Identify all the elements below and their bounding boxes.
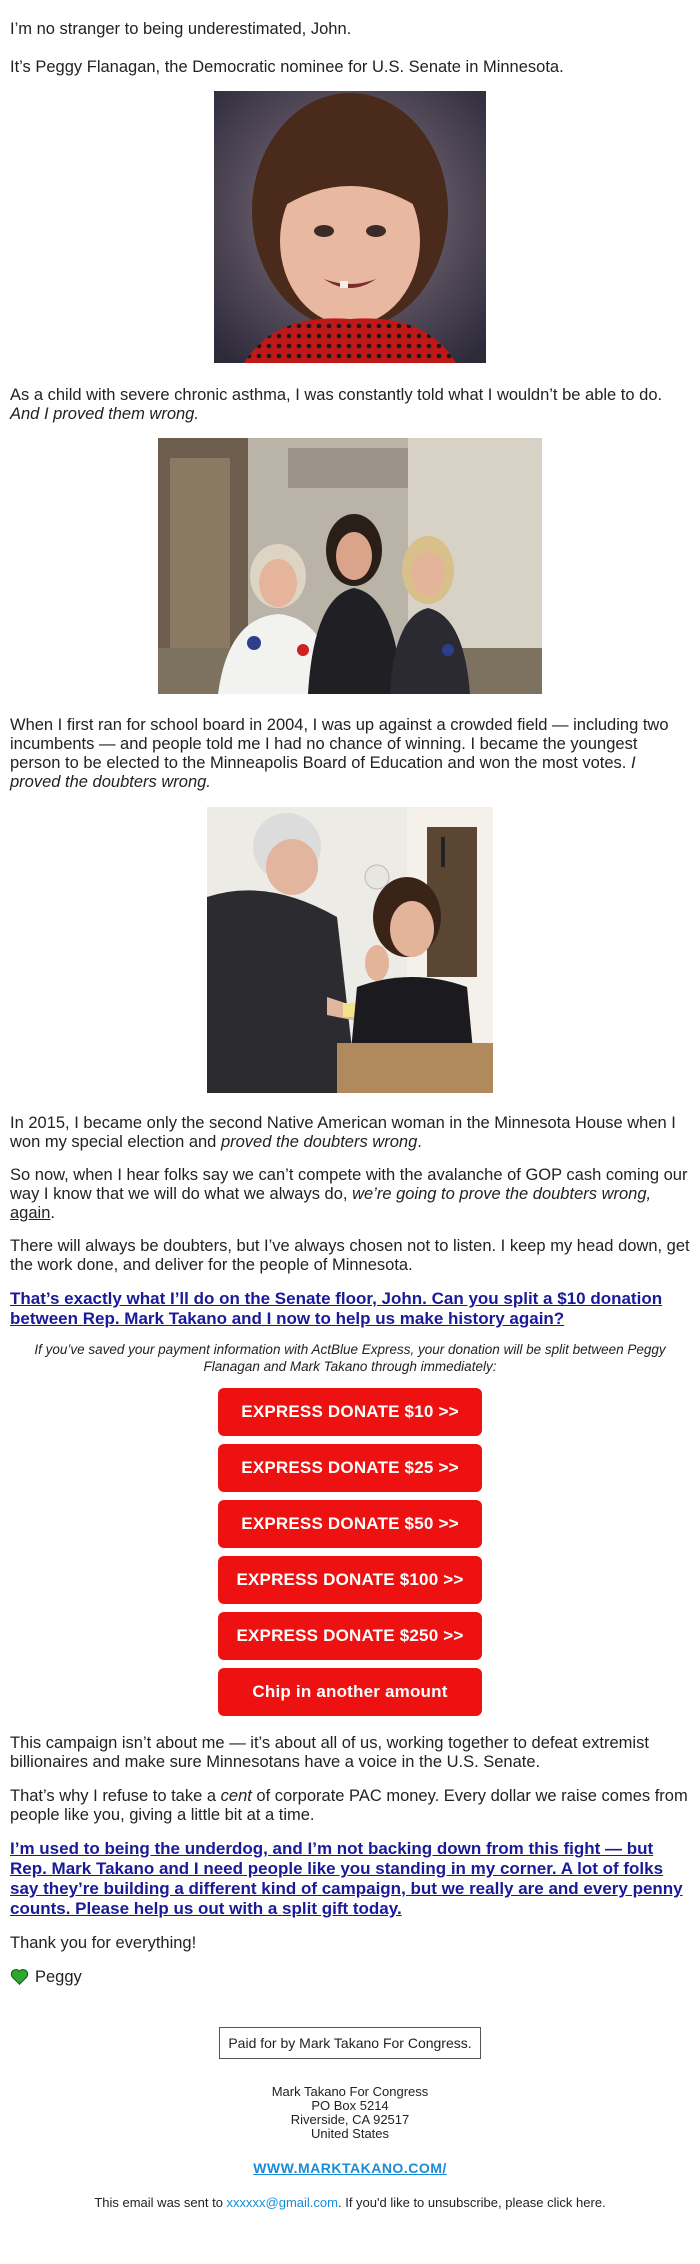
- mailing-address: [0, 2085, 700, 2141]
- greeting-paragraph: I’m no stranger to being underestimated, John.: [10, 20, 352, 38]
- native-american-emphasis: proved the doubters wrong: [220, 1133, 418, 1151]
- asthma-text: As a child with severe chronic asthma, I was constantly told what I wouldn’t be able to do.: [10, 386, 663, 404]
- actblue-express-note: If you’ve saved your payment information with ActBlue Express, your donation will be split between Peggy Flanagan and Mark Takano through immediately:: [34, 1342, 666, 1374]
- recipient-email-link[interactable]: xxxxxx@gmail.com: [226, 2195, 338, 2210]
- address-line-2: PO Box 5214: [311, 2098, 389, 2113]
- address-line-1: Mark Takano For Congress: [271, 2084, 429, 2099]
- express-donate-250-button[interactable]: EXPRESS DONATE $250 >>: [218, 1612, 482, 1660]
- express-donate-10-button[interactable]: EXPRESS DONATE $10 >>: [218, 1388, 482, 1436]
- address-line-3: Riverside, CA 92517: [290, 2112, 410, 2127]
- intro-paragraph: It’s Peggy Flanagan, the Democratic nominee for U.S. Senate in Minnesota.: [10, 58, 564, 76]
- native-american-paragraph: [10, 1114, 690, 1152]
- pac-money-text-a: That’s why I refuse to take a: [10, 1787, 221, 1805]
- donate-buttons: [10, 1388, 690, 1716]
- footer: [0, 2027, 700, 2210]
- school-board-emphasis: I proved the doubters wrong.: [10, 754, 636, 791]
- split-donation-link[interactable]: That’s exactly what I’ll do on the Senate floor, John. Can you split a $10 donation between Rep. Mark Takano and I now to help us make history again?: [10, 1289, 663, 1328]
- chip-in-another-amount-button[interactable]: Chip in another amount: [218, 1668, 482, 1716]
- unsubscribe-line: [0, 2196, 700, 2210]
- again-underlined: again: [10, 1204, 51, 1222]
- signature: [10, 1968, 690, 1987]
- swearing-in-photo: [207, 807, 493, 1093]
- express-donate-100-button[interactable]: EXPRESS DONATE $100 >>: [218, 1556, 482, 1604]
- website-link[interactable]: WWW.MARKTAKANO.COM/: [253, 2160, 447, 2176]
- childhood-photo: [214, 91, 486, 363]
- school-board-paragraph: [10, 716, 690, 792]
- campaign-paragraph: This campaign isn’t about me — it’s about all of us, working together to defeat extremist billionaires and make sure Minnesotans have a voice in the U.S. Senate.: [10, 1734, 649, 1771]
- paid-for-disclaimer: Paid for by Mark Takano For Congress.: [219, 2027, 480, 2059]
- express-donate-25-button[interactable]: EXPRESS DONATE $25 >>: [218, 1444, 482, 1492]
- pac-money-emphasis: cent: [220, 1787, 252, 1805]
- gop-cash-paragraph: [10, 1166, 690, 1223]
- thank-you-text: Thank you for everything!: [10, 1934, 197, 1952]
- gop-cash-text: So now, when I hear folks say we can’t compete with the avalanche of GOP cash coming our way I know that we will do what we always do,: [10, 1166, 688, 1203]
- signature-name: Peggy: [35, 1968, 82, 1986]
- address-line-4: United States: [310, 2126, 390, 2141]
- native-american-text: In 2015, I became only the second Native American woman in the Minnesota House when I won my special election and: [10, 1114, 676, 1151]
- asthma-paragraph: [10, 386, 690, 424]
- campaign-photo: [158, 438, 542, 694]
- doubters-paragraph: There will always be doubters, but I’ve always chosen not to listen. I keep my head down, get the work done, and deliver for the people of Minnesota.: [10, 1237, 690, 1274]
- pac-money-paragraph: [10, 1787, 690, 1825]
- native-american-period: .: [417, 1133, 422, 1151]
- pac-money-text-b: of corporate PAC money. Every dollar we raise comes from people like you, giving a little bit at a time.: [10, 1787, 688, 1824]
- asthma-emphasis: And I proved them wrong.: [10, 405, 199, 423]
- underdog-link[interactable]: I’m used to being the underdog, and I’m not backing down from this fight — but Rep. Mark Takano and I need people like you standing in my corner. A lot of folks say they’re building a different kind of campaign, but we really are and every penny counts. Please help us out with a split gift today.: [10, 1839, 683, 1918]
- school-board-text: When I first ran for school board in 2004, I was up against a crowded field — including two incumbents — and people told me I had no chance of winning. I became the youngest person to be elected to the Minneapolis Board of Education and won the most votes.: [10, 716, 669, 772]
- express-donate-50-button[interactable]: EXPRESS DONATE $50 >>: [218, 1500, 482, 1548]
- gop-cash-period: .: [50, 1204, 55, 1222]
- gop-cash-emphasis: we’re going to prove the doubters wrong,: [352, 1185, 652, 1203]
- unsubscribe-text-b[interactable]: . If you'd like to unsubscribe, please click here.: [337, 2195, 606, 2210]
- green-heart-icon: [10, 1968, 29, 1985]
- unsubscribe-text-a: This email was sent to: [94, 2195, 227, 2210]
